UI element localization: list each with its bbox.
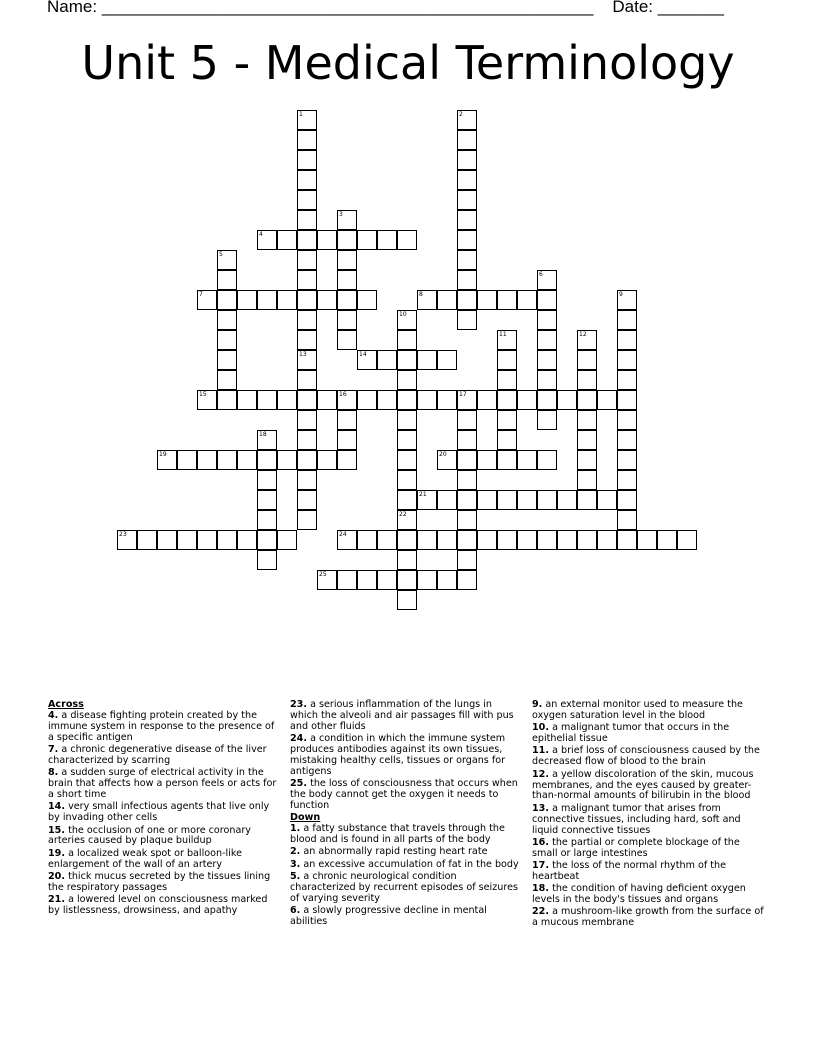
grid-cell[interactable] [537, 390, 557, 410]
grid-cell[interactable] [617, 490, 637, 510]
grid-cell[interactable] [537, 450, 557, 470]
clue-down-6: 6. a slowly progressive decline in mental abilities [290, 905, 487, 927]
grid-cell[interactable] [297, 230, 317, 250]
grid-cell[interactable] [537, 370, 557, 390]
grid-cell[interactable] [377, 570, 397, 590]
grid-cell[interactable] [157, 530, 177, 550]
date-label: Date: [612, 0, 653, 16]
grid-cell[interactable] [597, 390, 617, 410]
grid-cell[interactable] [417, 570, 437, 590]
clue-down-22: 22. a mushroom-like growth from the surface of a mucous membrane [532, 906, 764, 929]
grid-cell[interactable] [537, 270, 557, 290]
clue-number: 10 [399, 311, 407, 318]
grid-cell[interactable] [297, 290, 317, 310]
grid-cell[interactable] [357, 350, 377, 370]
clue-number: 2 [459, 111, 463, 118]
clue-number: 13 [299, 351, 307, 358]
clue-down-16: 16. the partial or complete blockage of the small or large intestines [532, 836, 740, 859]
grid-cell[interactable] [377, 350, 397, 370]
grid-cell[interactable] [257, 290, 277, 310]
grid-cell[interactable] [617, 350, 637, 370]
grid-cell[interactable] [457, 250, 477, 270]
clue-number: 8 [419, 291, 423, 298]
clue-number: 23 [119, 531, 127, 538]
clue-number: 5 [219, 251, 223, 258]
grid-cell[interactable] [337, 570, 357, 590]
clue-number: 15 [199, 391, 207, 398]
grid-cell[interactable] [457, 410, 477, 430]
grid-cell[interactable] [157, 450, 177, 470]
clue-down-3: 3. an excessive accumulation of fat in the body [290, 858, 519, 870]
clue-down-5: 5. a chronic neurological condition characterized by recurrent episodes of seizures of varying severity [290, 870, 518, 904]
grid-cell[interactable] [357, 290, 377, 310]
clue-down-13: 13. a malignant tumor that arises from connective tissues, including hard, soft and liquid connective tissues [532, 802, 741, 836]
grid-cell[interactable] [437, 350, 457, 370]
grid-cell[interactable] [397, 370, 417, 390]
grid-cell[interactable] [217, 350, 237, 370]
grid-cell[interactable] [577, 430, 597, 450]
grid-cell[interactable] [217, 290, 237, 310]
grid-cell[interactable] [277, 230, 297, 250]
grid-cell[interactable] [417, 390, 437, 410]
grid-cell[interactable] [457, 490, 477, 510]
grid-cell[interactable] [217, 370, 237, 390]
grid-cell[interactable] [357, 390, 377, 410]
grid-cell[interactable] [297, 410, 317, 430]
clue-across-14: 14. very small infectious agents that live only by invading other cells [48, 801, 270, 824]
name-label: Name: [47, 0, 98, 16]
grid-cell[interactable] [517, 490, 537, 510]
grid-cell[interactable] [377, 230, 397, 250]
grid-cell[interactable] [197, 390, 217, 410]
clue-across-4: 4. a disease fighting protein created by the immune system in response to the presence of a specific antigen [48, 709, 275, 743]
grid-cell[interactable] [457, 470, 477, 490]
clue-number: 12 [579, 331, 587, 338]
grid-cell[interactable] [397, 510, 417, 530]
grid-cell[interactable] [457, 430, 477, 450]
grid-cell[interactable] [397, 450, 417, 470]
grid-cell[interactable] [557, 530, 577, 550]
grid-cell[interactable] [577, 470, 597, 490]
grid-cell[interactable] [297, 430, 317, 450]
grid-cell[interactable] [277, 450, 297, 470]
grid-cell[interactable] [457, 150, 477, 170]
grid-cell[interactable] [497, 290, 517, 310]
clue-number: 20 [439, 451, 447, 458]
clue-across-19: 19. a localized weak spot or balloon-like enlargement of the wall of an artery [48, 847, 242, 870]
grid-cell[interactable] [397, 590, 417, 610]
grid-cell[interactable] [617, 330, 637, 350]
grid-cell[interactable] [577, 330, 597, 350]
grid-cell[interactable] [537, 290, 557, 310]
grid-cell[interactable] [397, 330, 417, 350]
grid-cell[interactable] [197, 450, 217, 470]
grid-cell[interactable] [337, 450, 357, 470]
clue-number: 19 [159, 451, 167, 458]
grid-cell[interactable] [537, 310, 557, 330]
across-heading: Across [48, 699, 84, 710]
clue-across-15: 15. the occlusion of one or more coronary arteries caused by plaque buildup [48, 824, 251, 847]
grid-cell[interactable] [257, 510, 277, 530]
grid-cell[interactable] [337, 410, 357, 430]
grid-cell[interactable] [257, 390, 277, 410]
grid-cell[interactable] [417, 350, 437, 370]
grid-cell[interactable] [617, 430, 637, 450]
clue-number: 21 [419, 491, 427, 498]
grid-cell[interactable] [257, 230, 277, 250]
grid-cell[interactable] [397, 470, 417, 490]
grid-cell[interactable] [457, 170, 477, 190]
grid-cell[interactable] [457, 550, 477, 570]
clue-number: 1 [299, 111, 303, 118]
clue-number: 16 [339, 391, 347, 398]
grid-cell[interactable] [557, 490, 577, 510]
grid-cell[interactable] [397, 530, 417, 550]
grid-cell[interactable] [177, 450, 197, 470]
clue-column-2 [290, 700, 522, 929]
grid-cell[interactable] [317, 230, 337, 250]
grid-cell[interactable] [497, 410, 517, 430]
grid-cell[interactable] [297, 190, 317, 210]
grid-cell[interactable] [317, 390, 337, 410]
down-heading: Down [290, 812, 321, 824]
clue-number: 7 [199, 291, 203, 298]
grid-cell[interactable] [457, 230, 477, 250]
grid-cell[interactable] [257, 530, 277, 550]
grid-cell[interactable] [397, 310, 417, 330]
name-blank[interactable]: ____________________________________________________ [101, 0, 594, 16]
grid-cell[interactable] [617, 530, 637, 550]
grid-cell[interactable] [497, 450, 517, 470]
grid-cell[interactable] [257, 490, 277, 510]
clue-number: 22 [399, 511, 407, 518]
clue-down-1: 1. a fatty substance that travels through the blood and is found in all parts of the body [290, 823, 505, 846]
grid-cell[interactable] [617, 310, 637, 330]
grid-cell[interactable] [337, 390, 357, 410]
grid-cell[interactable] [217, 310, 237, 330]
grid-cell[interactable] [577, 350, 597, 370]
grid-cell[interactable] [457, 510, 477, 530]
clue-down-18: 18. the condition of having deficient oxygen levels in the body's tissues and organs [532, 883, 746, 906]
clue-number: 24 [339, 531, 347, 538]
grid-cell[interactable] [277, 390, 297, 410]
grid-cell[interactable] [297, 150, 317, 170]
grid-cell[interactable] [437, 290, 457, 310]
grid-cell[interactable] [337, 230, 357, 250]
grid-cell[interactable] [337, 430, 357, 450]
grid-cell[interactable] [137, 530, 157, 550]
grid-cell[interactable] [237, 290, 257, 310]
grid-cell[interactable] [477, 290, 497, 310]
grid-cell[interactable] [437, 570, 457, 590]
grid-cell[interactable] [217, 330, 237, 350]
clue-across-21: 21. a lowered level on consciousness marked by listlessness, drowsiness, and apathy [48, 894, 268, 917]
grid-cell[interactable] [617, 410, 637, 430]
clue-down-12: 12. a yellow discoloration of the skin, mucous membranes, and the eyes caused by greater-than-normal amounts of bilirubin in the blood [532, 768, 754, 802]
grid-cell[interactable] [597, 530, 617, 550]
grid-cell[interactable] [657, 530, 677, 550]
grid-cell[interactable] [617, 390, 637, 410]
grid-cell[interactable] [477, 530, 497, 550]
grid-cell[interactable] [257, 550, 277, 570]
grid-cell[interactable] [237, 390, 257, 410]
grid-cell[interactable] [217, 530, 237, 550]
grid-cell[interactable] [577, 530, 597, 550]
grid-cell[interactable] [637, 530, 657, 550]
grid-cell[interactable] [257, 470, 277, 490]
grid-cell[interactable] [537, 490, 557, 510]
grid-cell[interactable] [617, 290, 637, 310]
grid-cell[interactable] [297, 370, 317, 390]
grid-cell[interactable] [297, 110, 317, 130]
grid-cell[interactable] [377, 390, 397, 410]
grid-cell[interactable] [197, 530, 217, 550]
grid-cell[interactable] [257, 430, 277, 450]
grid-cell[interactable] [337, 290, 357, 310]
clue-across-20: 20. thick mucus secreted by the tissues lining the respiratory passages [48, 870, 271, 893]
grid-cell[interactable] [397, 230, 417, 250]
grid-cell[interactable] [677, 530, 697, 550]
grid-cell[interactable] [177, 530, 197, 550]
grid-cell[interactable] [537, 350, 557, 370]
grid-cell[interactable] [617, 450, 637, 470]
clue-down-9: 9. an external monitor used to measure the oxygen saturation level in the blood [532, 699, 743, 721]
grid-cell[interactable] [437, 390, 457, 410]
grid-cell[interactable] [457, 450, 477, 470]
grid-cell[interactable] [317, 570, 337, 590]
grid-cell[interactable] [617, 370, 637, 390]
grid-cell[interactable] [277, 530, 297, 550]
grid-cell[interactable] [537, 530, 557, 550]
grid-cell[interactable] [477, 390, 497, 410]
grid-cell[interactable] [397, 410, 417, 430]
clue-across-23: 23. a serious inflammation of the lungs in which the alveoli and air passages fill with pus and other fluids [290, 699, 514, 732]
clue-number: 6 [539, 271, 543, 278]
clue-down-17: 17. the loss of the normal rhythm of the heartbeat [532, 860, 727, 882]
grid-cell[interactable] [577, 410, 597, 430]
grid-cell[interactable] [457, 530, 477, 550]
grid-cell[interactable] [497, 390, 517, 410]
grid-cell[interactable] [337, 330, 357, 350]
grid-cell[interactable] [297, 330, 317, 350]
grid-cell[interactable] [497, 490, 517, 510]
grid-cell[interactable] [437, 490, 457, 510]
clue-down-10: 10. a malignant tumor that occurs in the epithelial tissue [532, 722, 730, 745]
clue-down-2: 2. an abnormally rapid resting heart rate [290, 846, 488, 858]
clue-number: 4 [259, 231, 263, 238]
grid-cell[interactable] [597, 490, 617, 510]
grid-cell[interactable] [337, 250, 357, 270]
grid-cell[interactable] [257, 450, 277, 470]
grid-cell[interactable] [457, 390, 477, 410]
grid-cell[interactable] [117, 530, 137, 550]
grid-cell[interactable] [457, 110, 477, 130]
grid-cell[interactable] [497, 370, 517, 390]
grid-cell[interactable] [237, 530, 257, 550]
grid-cell[interactable] [397, 550, 417, 570]
clue-number: 14 [359, 351, 367, 358]
grid-cell[interactable] [237, 450, 257, 470]
grid-cell[interactable] [397, 390, 417, 410]
date-blank[interactable]: _______ [657, 0, 724, 16]
grid-cell[interactable] [337, 270, 357, 290]
clue-number: 18 [259, 431, 267, 438]
grid-cell[interactable] [577, 390, 597, 410]
grid-cell[interactable] [297, 470, 317, 490]
grid-cell[interactable] [337, 530, 357, 550]
grid-cell[interactable] [317, 450, 337, 470]
grid-cell[interactable] [297, 170, 317, 190]
clue-number: 25 [319, 571, 327, 578]
grid-cell[interactable] [417, 490, 437, 510]
grid-cell[interactable] [517, 530, 537, 550]
grid-cell[interactable] [417, 530, 437, 550]
grid-cell[interactable] [497, 430, 517, 450]
grid-cell[interactable] [537, 330, 557, 350]
grid-cell[interactable] [217, 390, 237, 410]
grid-cell[interactable] [497, 350, 517, 370]
grid-cell[interactable] [577, 450, 597, 470]
grid-cell[interactable] [437, 450, 457, 470]
grid-cell[interactable] [357, 230, 377, 250]
grid-cell[interactable] [397, 430, 417, 450]
clue-across-7: 7. a chronic degenerative disease of the liver characterized by scarring [48, 744, 267, 766]
page-title: Unit 5 - Medical Terminology [81, 36, 735, 90]
grid-cell[interactable] [457, 210, 477, 230]
grid-cell[interactable] [457, 190, 477, 210]
clue-column-1 [48, 700, 280, 918]
grid-cell[interactable] [437, 530, 457, 550]
grid-cell[interactable] [297, 210, 317, 230]
grid-cell[interactable] [457, 290, 477, 310]
clue-number: 17 [459, 391, 467, 398]
grid-cell[interactable] [217, 450, 237, 470]
grid-cell[interactable] [297, 310, 317, 330]
grid-cell[interactable] [477, 490, 497, 510]
grid-cell[interactable] [617, 510, 637, 530]
grid-cell[interactable] [297, 510, 317, 530]
grid-cell[interactable] [457, 310, 477, 330]
clue-across-8: 8. a sudden surge of electrical activity in the brain that affects how a person feels or acts for a short time [48, 767, 277, 801]
clue-number: 11 [499, 331, 507, 338]
clue-down-11: 11. a brief loss of consciousness caused by the decreased flow of blood to the brain [532, 745, 760, 768]
grid-cell[interactable] [297, 270, 317, 290]
grid-cell[interactable] [357, 530, 377, 550]
grid-cell[interactable] [517, 390, 537, 410]
grid-cell[interactable] [297, 130, 317, 150]
clue-across-25: 25. the loss of consciousness that occurs when the body cannot get the oxygen it needs to function [290, 778, 518, 811]
grid-cell[interactable] [397, 490, 417, 510]
grid-cell[interactable] [197, 290, 217, 310]
grid-cell[interactable] [477, 450, 497, 470]
grid-cell[interactable] [577, 370, 597, 390]
clue-number: 3 [339, 211, 343, 218]
grid-cell[interactable] [517, 290, 537, 310]
clue-number: 9 [619, 291, 623, 298]
grid-cell[interactable] [337, 310, 357, 330]
grid-cell[interactable] [277, 290, 297, 310]
grid-cell[interactable] [617, 470, 637, 490]
grid-cell[interactable] [317, 290, 337, 310]
grid-cell[interactable] [377, 530, 397, 550]
grid-cell[interactable] [537, 410, 557, 430]
grid-cell[interactable] [457, 570, 477, 590]
grid-cell[interactable] [217, 270, 237, 290]
grid-cell[interactable] [577, 490, 597, 510]
grid-cell[interactable] [397, 350, 417, 370]
grid-cell[interactable] [417, 290, 437, 310]
grid-cell[interactable] [497, 530, 517, 550]
grid-cell[interactable] [297, 490, 317, 510]
grid-cell[interactable] [297, 390, 317, 410]
grid-cell[interactable] [357, 570, 377, 590]
clue-across-24: 24. a condition in which the immune system produces antibodies against its own tissues, mistaking healthy cells, tissues or organs for antigens [290, 733, 506, 777]
grid-cell[interactable] [457, 270, 477, 290]
grid-cell[interactable] [497, 330, 517, 350]
grid-cell[interactable] [397, 570, 417, 590]
grid-cell[interactable] [557, 390, 577, 410]
grid-cell[interactable] [337, 210, 357, 230]
grid-cell[interactable] [297, 450, 317, 470]
grid-cell[interactable] [297, 350, 317, 370]
grid-cell[interactable] [457, 130, 477, 150]
clue-column-3 [532, 700, 768, 931]
grid-cell[interactable] [217, 250, 237, 270]
grid-cell[interactable] [297, 250, 317, 270]
grid-cell[interactable] [517, 450, 537, 470]
